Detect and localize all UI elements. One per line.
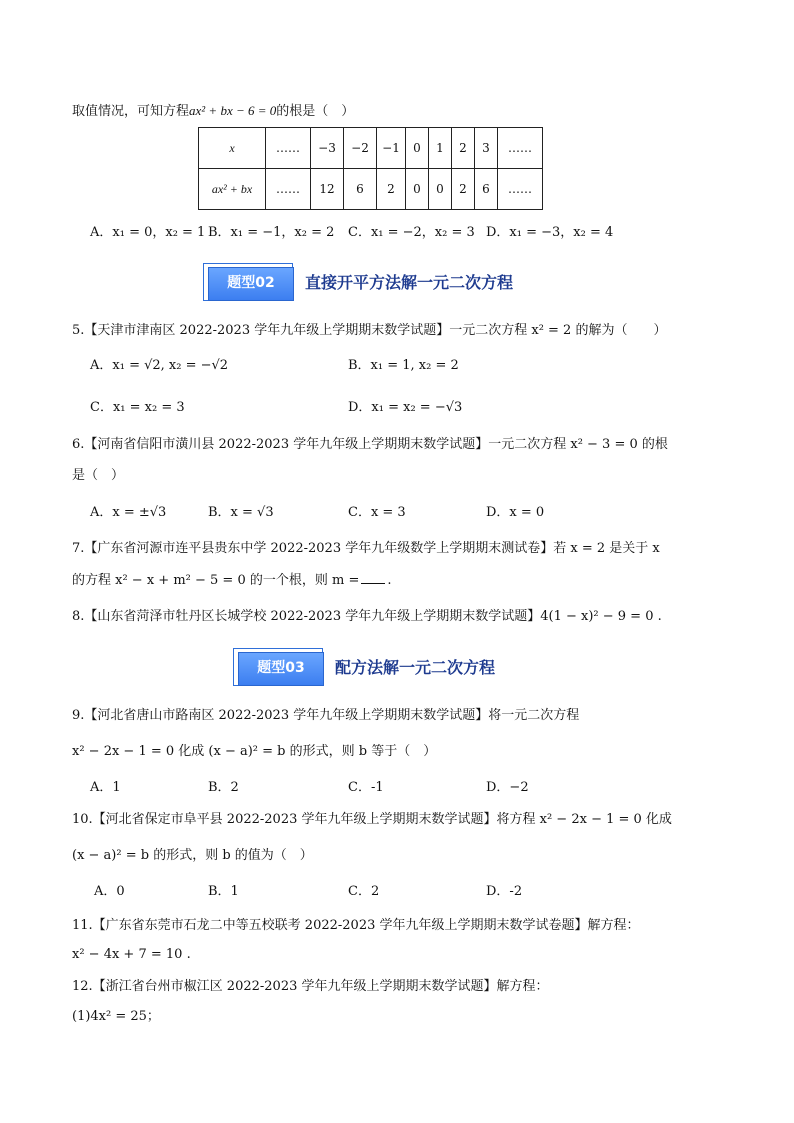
q6-stem-line1: 6.【河南省信阳市潢川县 2022-2023 学年九年级上学期期末数学试题】一元二次方程 x² − 3 = 0 的根 [72, 437, 668, 452]
q8-stem: 8.【山东省菏泽市牡丹区长城学校 2022-2023 学年九年级上学期期末数学试题】4(1 − x)² − 9 = 0 . [72, 609, 662, 624]
table-cell: 2 [452, 169, 475, 210]
value-table [198, 127, 543, 210]
q6-stem-line2: 是（ ） [72, 468, 125, 483]
q4-equation: ax² + bx − 6 = 0 [189, 103, 277, 118]
table-cell: …… [266, 128, 311, 169]
table-cell: 0 [429, 169, 452, 210]
q4-text-after: 的根是（ ） [276, 104, 355, 119]
answer-blank[interactable] [361, 571, 385, 584]
q7-stem-line1: 7.【广东省河源市连平县贵东中学 2022-2023 学年九年级数学上学期期末测试卷】若 x = 2 是关于 x [72, 541, 660, 556]
table-cell: …… [498, 128, 543, 169]
table-cell: −3 [311, 128, 344, 169]
table-cell: …… [266, 169, 311, 210]
q5-option-a: A．x₁ = √2, x₂ = −√2 [90, 358, 229, 373]
q4-stem [72, 102, 354, 121]
q5-stem: 5.【天津市津南区 2022-2023 学年九年级上学期期末数学试题】一元二次方程 x² = 2 的解为（ ） [72, 323, 667, 338]
table-cell: 12 [311, 169, 344, 210]
q6-option-b: B．x = √3 [208, 505, 274, 520]
q9-stem-line2: x² − 2x − 1 = 0 化成 (x − a)² = b 的形式，则 b 等于（ ） [72, 744, 437, 759]
table-cell: 6 [475, 169, 498, 210]
q9-option-a: A．1 [90, 780, 121, 795]
q9-option-d: D．−2 [486, 780, 529, 795]
section-badge: 题型02 [208, 267, 294, 301]
table-cell: 0 [406, 169, 429, 210]
q12-stem-line2: (1)4x² = 25； [72, 1009, 160, 1024]
q9-stem-line1: 9.【河北省唐山市路南区 2022-2023 学年九年级上学期期末数学试题】将一元二次方程 [72, 708, 580, 723]
q5-option-c: C．x₁ = x₂ = 3 [90, 400, 185, 415]
table-cell: 2 [377, 169, 406, 210]
q4-option-a: A．x₁ = 0，x₂ = 1 [90, 225, 206, 240]
q5-option-b: B．x₁ = 1, x₂ = 2 [348, 358, 459, 373]
table-cell: 2 [452, 128, 475, 169]
q10-option-a: A．0 [94, 884, 125, 899]
table-row-label: ax² + bx [199, 169, 266, 210]
q10-option-d: D．-2 [486, 884, 523, 899]
q4-option-b: B．x₁ = −1，x₂ = 2 [208, 225, 335, 240]
table-row-x [199, 128, 543, 169]
q9-option-c: C．-1 [348, 780, 384, 795]
table-cell: 6 [344, 169, 377, 210]
table-cell: 0 [406, 128, 429, 169]
table-cell: …… [498, 169, 543, 210]
q9-option-b: B．2 [208, 780, 239, 795]
q7-stem-line2 [72, 571, 391, 590]
q6-option-c: C．x = 3 [348, 505, 406, 520]
table-cell: −1 [377, 128, 406, 169]
q12-stem-line1: 12.【浙江省台州市椒江区 2022-2023 学年九年级上学期期末数学试题】解方程： [72, 979, 549, 994]
section-title: 直接开平方法解一元二次方程 [305, 273, 514, 292]
section-badge: 题型03 [238, 652, 324, 686]
q5-option-d: D．x₁ = x₂ = −√3 [348, 400, 463, 415]
q10-stem-line2: (x − a)² = b 的形式，则 b 的值为（ ） [72, 848, 313, 863]
table-row-ax2bx [199, 169, 543, 210]
table-cell: 3 [475, 128, 498, 169]
q4-option-c: C．x₁ = −2，x₂ = 3 [348, 225, 475, 240]
table-cell: 1 [429, 128, 452, 169]
q11-stem-line2: x² − 4x + 7 = 10 . [72, 947, 191, 962]
table-cell: −2 [344, 128, 377, 169]
q10-option-b: B．1 [208, 884, 239, 899]
q10-stem-line1: 10.【河北省保定市阜平县 2022-2023 学年九年级上学期期末数学试题】将方程 x² − 2x − 1 = 0 化成 [72, 812, 672, 827]
q7-text-after: . [387, 573, 392, 588]
q11-stem-line1: 11.【广东省东莞市石龙二中等五校联考 2022-2023 学年九年级上学期期末数学试卷题】解方程： [72, 918, 640, 933]
q6-option-a: A．x = ±√3 [90, 505, 167, 520]
q4-text-before: 取值情况，可知方程 [72, 104, 190, 119]
q4-option-d: D．x₁ = −3，x₂ = 4 [486, 225, 614, 240]
section-title: 配方法解一元二次方程 [335, 658, 496, 677]
table-row-label: x [199, 128, 266, 169]
q10-option-c: C．2 [348, 884, 380, 899]
q7-text-before: 的方程 x² − x + m² − 5 = 0 的一个根，则 m = [72, 573, 360, 588]
q6-option-d: D．x = 0 [486, 505, 545, 520]
